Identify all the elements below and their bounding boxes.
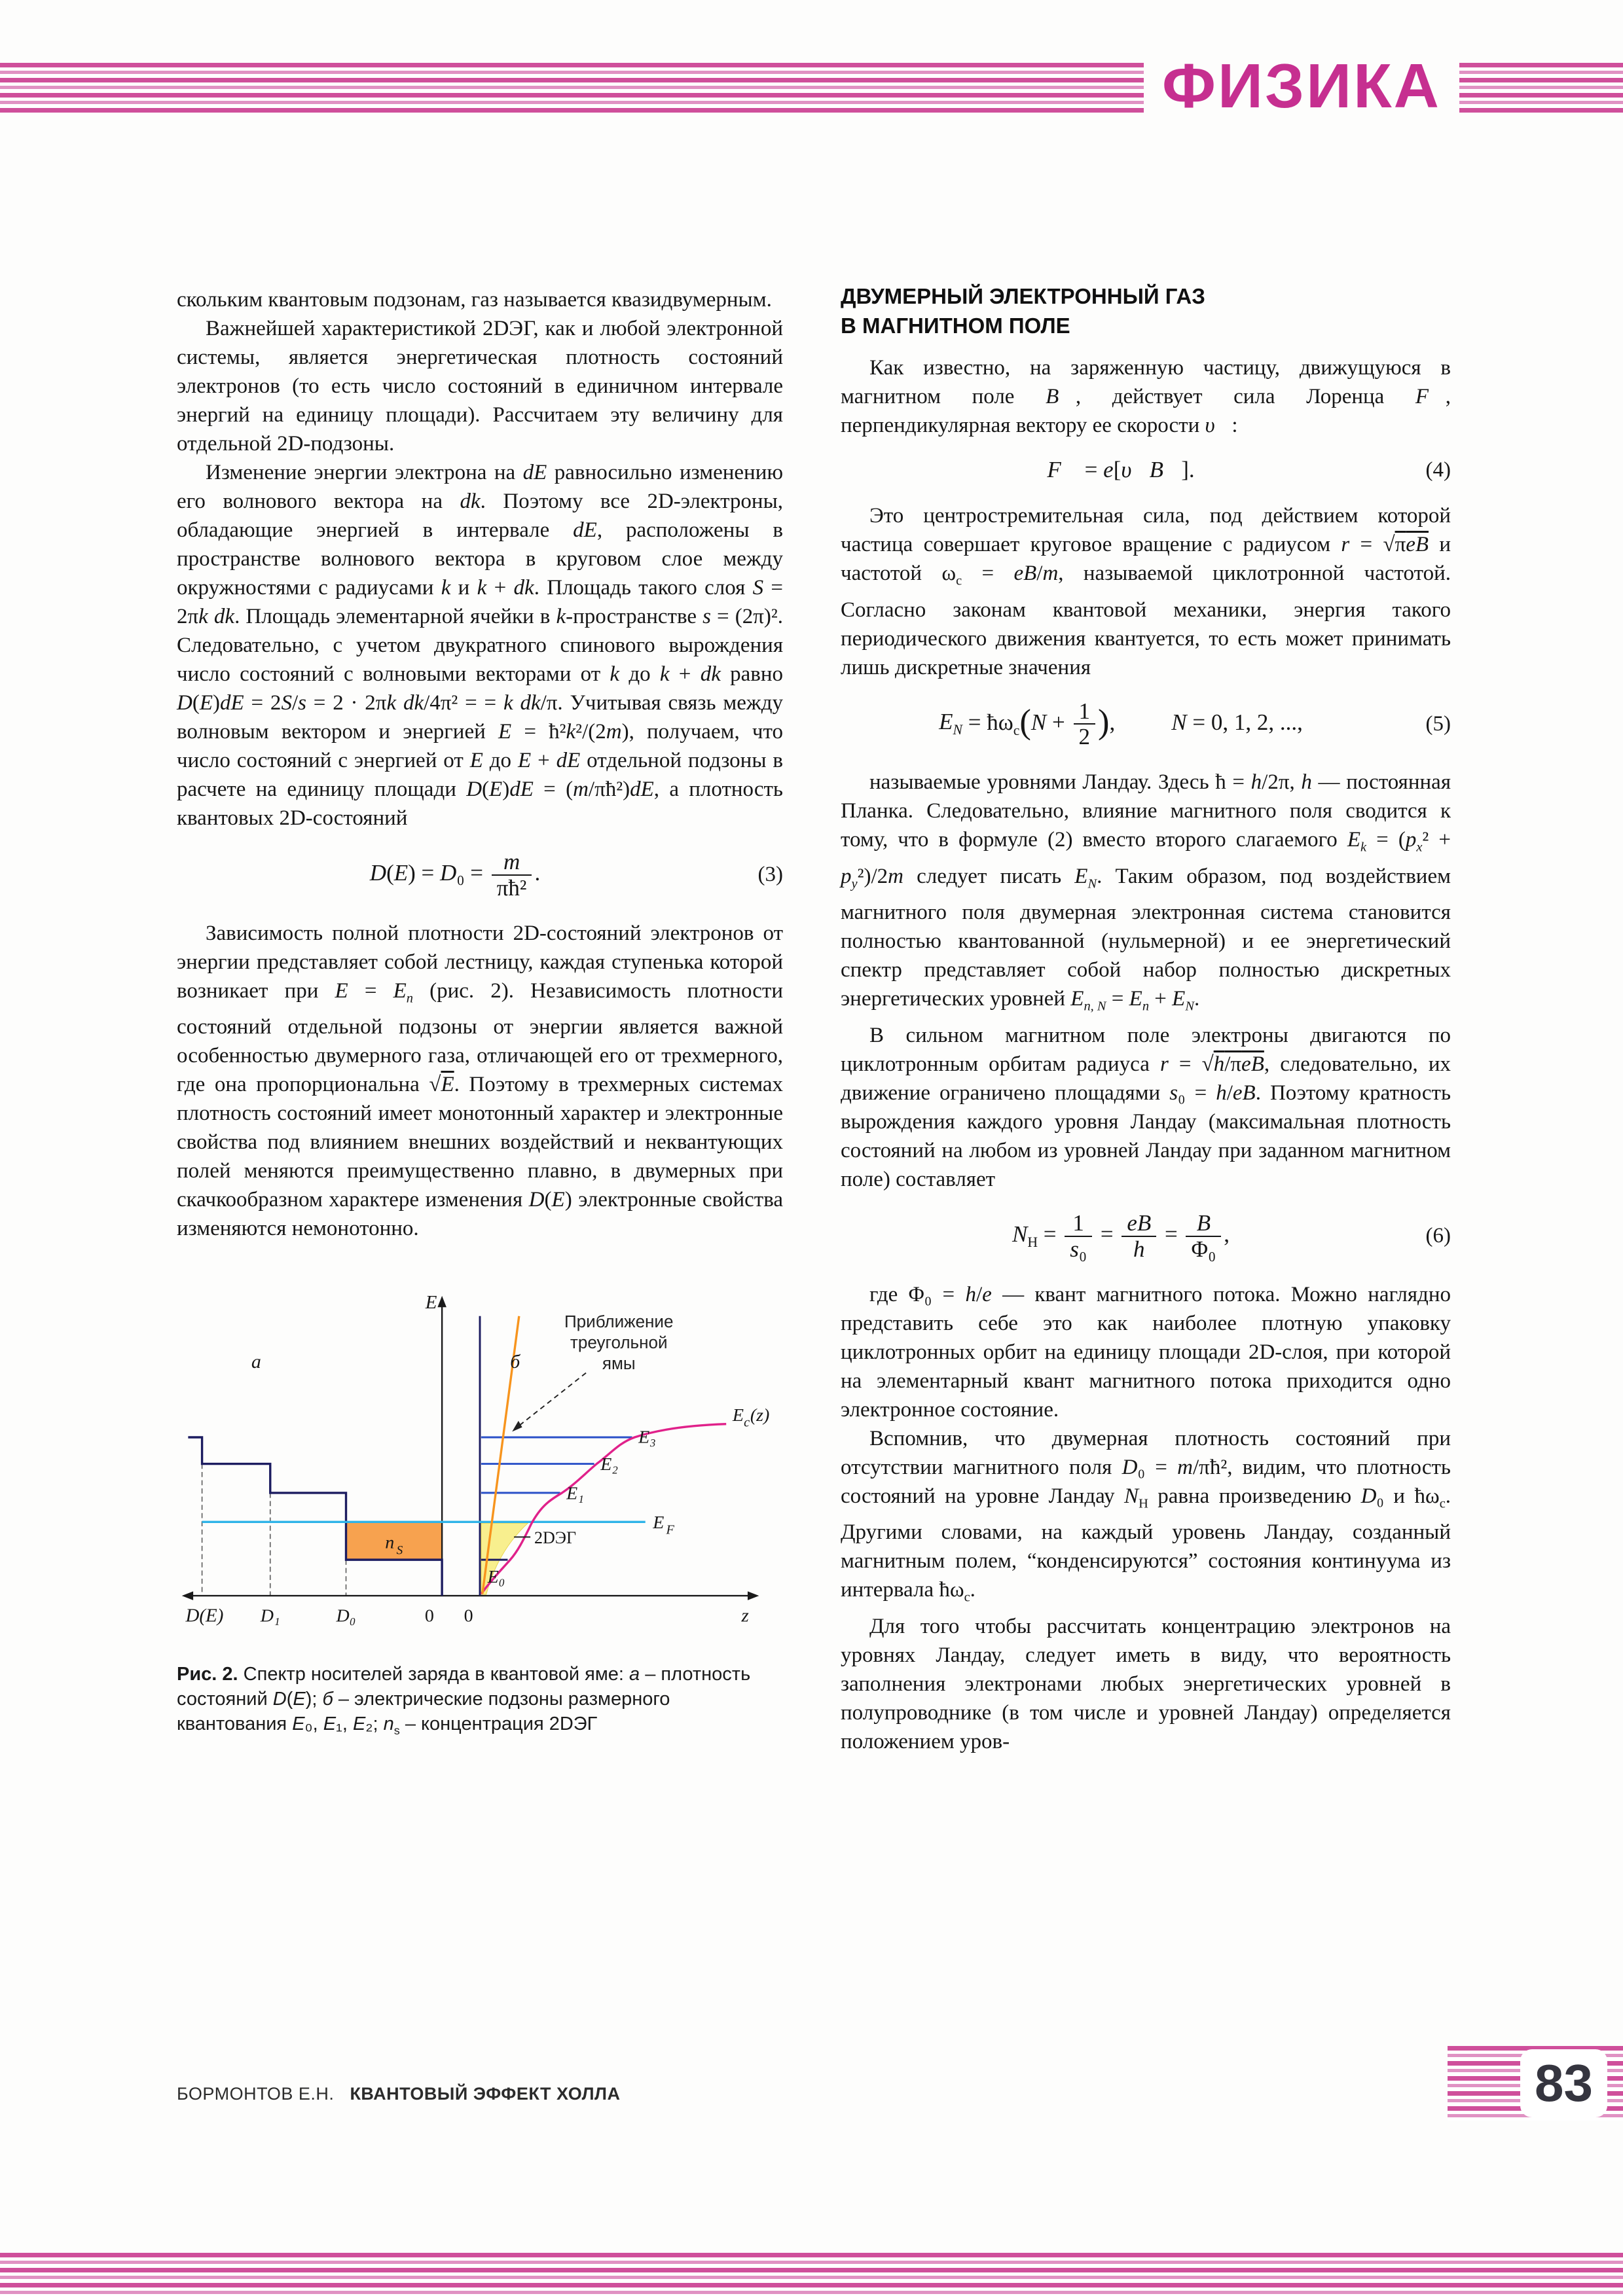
zero-right-label: 0 — [464, 1605, 473, 1626]
equation-5 — [841, 699, 1451, 750]
paragraph: Как известно, на заряженную частицу, движущуюся в магнитном поле B⃗, действует сила Лоренца F⃗, перпендикулярная вектору ее скорости υ⃗: — [841, 356, 1451, 437]
dos-staircase — [188, 1437, 442, 1596]
figure-2 — [177, 1277, 783, 1742]
panel-a-label: а — [251, 1351, 261, 1373]
right-column — [841, 281, 1451, 1756]
footer-stripe-pattern — [0, 2253, 1623, 2296]
page-number-block — [1448, 2046, 1623, 2121]
equation-5-formula: $E_N$ = $ħ\omega_c(N$ + $\frac{1}{2}$ ), N = 0, 1, 2, ..., — [939, 698, 1303, 750]
section-heading-line2: В МАГНИТНОМ ПОЛЕ — [841, 314, 1070, 338]
zero-left-label: 0 — [424, 1605, 434, 1626]
annotation-line1: Приближение — [564, 1312, 674, 1332]
energy-axis-arrow — [437, 1296, 447, 1307]
e0-label: E₀ — [487, 1567, 505, 1588]
ec-label-sub: c — [744, 1415, 750, 1430]
fermi-label-sub: F — [666, 1522, 674, 1537]
d1-tick-label: D₁ — [260, 1605, 280, 1626]
section-heading-line1: ДВУМЕРНЫЙ ЭЛЕКТРОННЫЙ ГАЗ — [841, 284, 1205, 308]
section-heading — [841, 281, 1451, 340]
e1-label: E₁ — [566, 1483, 584, 1504]
ec-label-arg: (z) — [750, 1405, 770, 1426]
section-title-box — [1144, 51, 1459, 121]
footer-author: БОРМОНТОВ Е.Н. — [177, 2084, 335, 2104]
paragraph-continuation: скольким квантовым подзонам, газ называется квазидвумерным. — [177, 288, 772, 312]
e2-label: E₂ — [600, 1454, 619, 1475]
paragraph: Для того чтобы рассчитать концентрацию электронов на уровнях Ландау, следует иметь в виду, что вероятность заполнения электронами любых энергетических уровней в полупроводнике (в том числе и уровней Ландау) определяется положением уров- — [841, 1614, 1451, 1753]
panel-b-label: б — [510, 1351, 520, 1373]
z-axis-arrow — [748, 1592, 759, 1601]
conduction-band-curve — [481, 1424, 726, 1594]
dashed-guides — [202, 1464, 346, 1596]
section-title: ФИЗИКА — [1162, 51, 1441, 121]
equation-4-formula: F⃗ = e[υ⃗B⃗]. — [1047, 457, 1195, 482]
e3-label: E₃ — [638, 1427, 656, 1448]
paragraph: Вспомнив, что двумерная плотность состояний при отсутствии магнитного поля D₀ = m/πħ², видим, что плотность состояний на уровне Ландау $N_H$ равна произведению D₀ и $ħ\omega_c$. Другими словами, на каждый уровень Ландау, созданный магнитным полем, “конденсируются” состояния континуума из интервала $ħ\omega_c$. — [841, 1426, 1451, 1605]
equation-3-number: (3) — [757, 863, 783, 887]
paragraph: Зависимость полной плотности 2D-состояний электронов от энергии представляет собой лестницу, каждая ступенька которой возникает при $E = E_n$ (рис. 2). Независимость плотности состояний отдельной подзоны от энергии является важной особенностью двумерного газа, отличающей его от трехмерного, где она пропорциональна √E. Поэтому в трехмерных системах плотность состояний имеет монотонный характер и электронные свойства под влиянием внешних воздействий и неквантующих полей меняются преимущественно плавно, в двумерных при скачкообразном характере изменения D(E) электронные свойства изменяются немонотонно. — [177, 921, 783, 1241]
dos-axis-arrow — [182, 1592, 193, 1601]
annotation-line3: ямы — [602, 1354, 636, 1374]
paragraph: где Φ₀ = h/e — квант магнитного потока. Можно наглядно представить себе это как наиболее плотную упаковку циклотронных орбит на единицу площади 2D-слоя, при которой на элементарный квант магнитного потока приходится одно электронное состояние. — [841, 1282, 1451, 1422]
paragraph: Это центростремительная сила, под действием которой частица совершает круговое вращение с радиусом r = √πeB и частотой $\omega_c = eB/m$, называемой циклотронной частотой. Согласно законам квантовой механики, энергия такого периодического движения квантуется, то есть может принимать лишь дискретные значения — [841, 504, 1451, 679]
figure-2-caption: Рис. 2. Спектр носителей заряда в квантовой яме: а – плотность состояний D(E); б – электрические подзоны размерного квантования E₀, E₁, E₂; $n_s$ – концентрация 2DЭГ — [177, 1663, 751, 1737]
equation-3 — [177, 850, 783, 901]
footer-running-title — [177, 2084, 621, 2104]
equation-4-number: (4) — [1425, 457, 1451, 482]
equation-5-number: (5) — [1425, 711, 1451, 736]
annotation-arrow — [514, 1373, 586, 1430]
annotation-text — [564, 1312, 673, 1373]
fermi-label: E — [653, 1513, 665, 1534]
paragraph: В сильном магнитном поле электроны двигаются по циклотронным орбитам радиуса r = √h/πeB, следовательно, их движение ограничено площадями s₀ = h/eB. Поэтому кратность вырождения каждого уровня Ландау (максимальная плотность состояний на любом из уровней Ландау при заданном магнитном поле) составляет — [841, 1023, 1451, 1191]
axes — [182, 1296, 759, 1600]
d0-tick-label: D₀ — [336, 1605, 356, 1626]
ec-label: E — [732, 1405, 744, 1426]
paragraph: Изменение энергии электрона на dE равносильно изменению его волнового вектора на dk. Поэтому все 2D-электроны, обладающие энергией в интервале dE, расположены в пространстве волнового вектора в круговом слое между окружностями с радиусами k и k + dk. Площадь такого слоя S = 2πk dk. Площадь элементарной ячейки в k-пространстве s = (2π)². Следовательно, с учетом двукратного спинового вырождения число состояний с волновыми векторами от k до k + dk равно D(E)dE = 2S/s = 2 · 2πk dk/4π² = = k dk/π. Учитывая связь между волновым вектором и энергией E = ħ²k²/(2m), получаем, что число состояний с энергией от E до E + dE отдельной подзоны в расчете на единицу площади D(E)dE = (m/πħ²)dE, а плотность квантовых 2D-состояний — [177, 461, 784, 830]
paragraph: называемые уровнями Ландау. Здесь ħ = h/2π, h — постоянная Планка. Следовательно, влияние магнитного поля сводится к тому, что в формуле (2) вместо второго слагаемого $E_k = (p_x^2 + p_y^2)/2m$ следует писать $E_N$. Таким образом, под воздействием магнитного поля двумерная электронная система становится полностью квантованной (нульмерной) и ее энергетический спектр представляет собой набор полностью дискретных энергетических уровней $E_{n, N} = E_n + E_N$. — [841, 770, 1451, 1014]
energy-axis-label: E — [425, 1292, 437, 1314]
z-axis-label: z — [741, 1605, 749, 1626]
equation-4 — [841, 457, 1451, 483]
equation-6-number: (6) — [1425, 1224, 1451, 1248]
equation-6 — [841, 1211, 1451, 1262]
left-column — [177, 285, 783, 1743]
annotation-arrowhead — [512, 1421, 522, 1431]
ns-label: n — [385, 1532, 395, 1553]
figure-2-diagram — [177, 1277, 783, 1640]
page-number: 83 — [1520, 2049, 1607, 2117]
equation-6-formula: $N_H$ = $\frac{1}{\text{s₀}}$ = $\frac{eB}{h}$ = $\frac{B}{\text{Φ₀}}$ , — [1012, 1210, 1230, 1262]
equation-3-formula: D(E) = D₀ = $\frac{m}{\text{πħ²}}$ . — [369, 849, 541, 901]
figure-labels — [185, 1292, 770, 1626]
dos-axis-label: D(E) — [185, 1605, 224, 1626]
two-deg-label: 2DЭГ — [534, 1528, 577, 1548]
paragraph: Важнейшей характеристикой 2DЭГ, как и любой электронной системы, является энергетическая плотность состояний электронов (то есть число состояний в единичном интервале энергий на единицу площади). Рассчитаем эту величину для отдельной 2D-подзоны. — [177, 317, 783, 456]
annotation-line2: треугольной — [570, 1333, 668, 1353]
footer-article-title: КВАНТОВЫЙ ЭФФЕКТ ХОЛЛА — [350, 2084, 621, 2104]
ns-label-sub: S — [396, 1543, 403, 1558]
